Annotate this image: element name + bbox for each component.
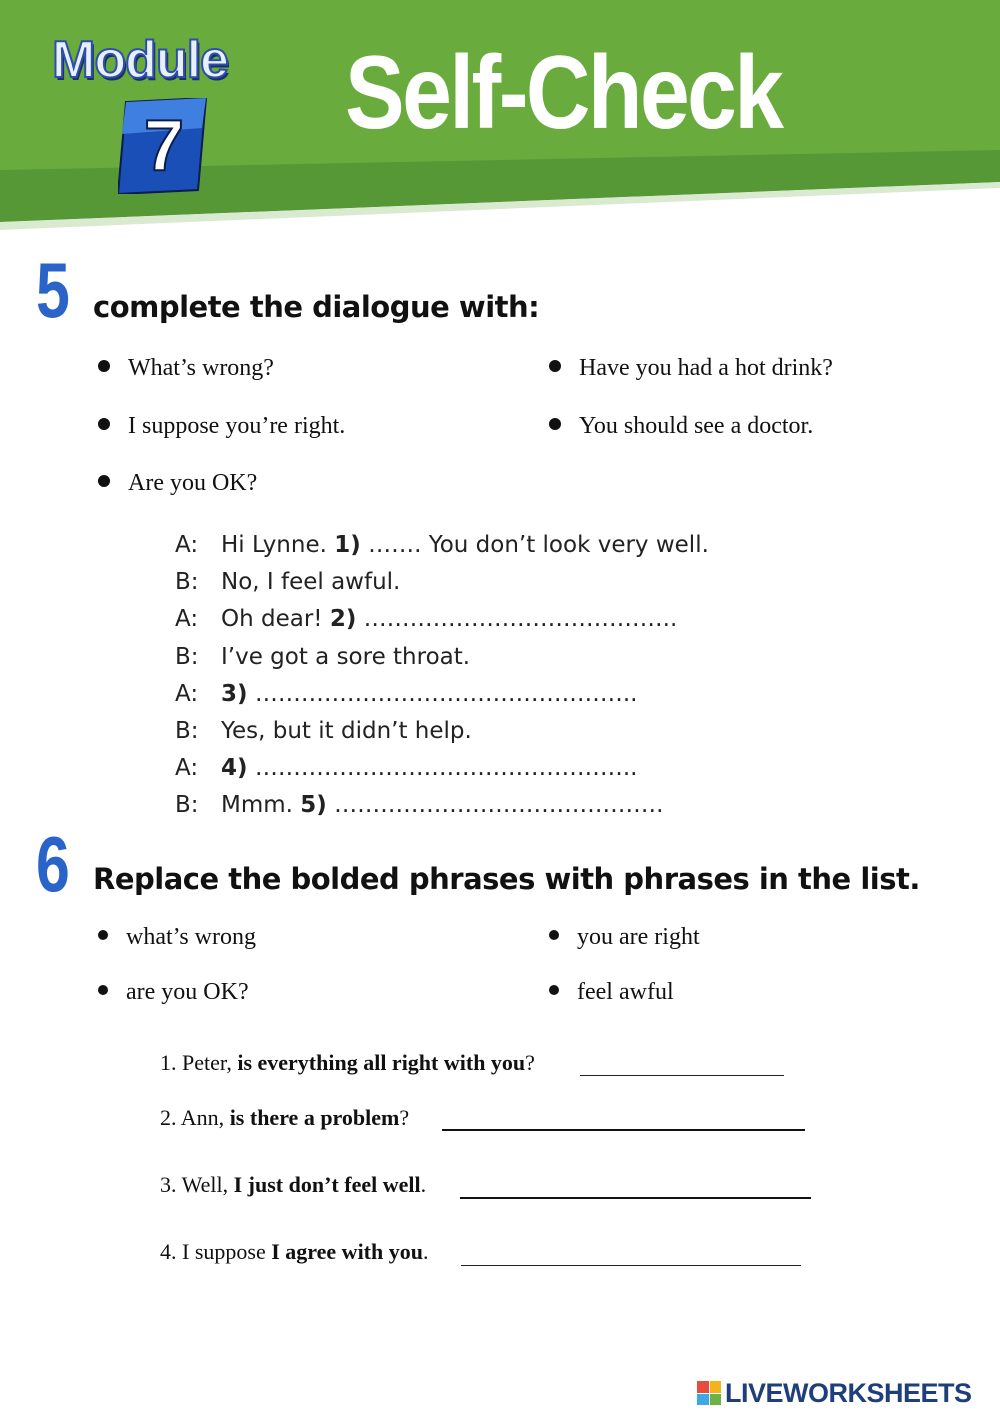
bullet-icon bbox=[549, 985, 559, 995]
answer-blank[interactable]: ……………………………………. bbox=[326, 792, 664, 819]
logo-icon bbox=[697, 1381, 721, 1405]
section-6-number: 6 bbox=[36, 820, 70, 908]
bullet-icon bbox=[98, 985, 108, 995]
bullet-icon bbox=[549, 418, 561, 430]
dialogue bbox=[175, 527, 709, 825]
bullet-icon bbox=[549, 930, 559, 940]
dialogue-line: B: Mmm. 5) ……………………………………. bbox=[175, 792, 664, 819]
option-item: feel awful bbox=[549, 977, 674, 1007]
answer-input-3[interactable] bbox=[460, 1197, 811, 1199]
answer-blank[interactable]: ……. You don’t look very well. bbox=[360, 532, 709, 558]
header-banner bbox=[0, 0, 1000, 230]
section-5-title: complete the dialogue with: bbox=[93, 290, 540, 324]
dialogue-line: A: Oh dear! 2) ………………………………….. bbox=[175, 606, 678, 633]
bullet-icon bbox=[98, 418, 110, 430]
dialogue-line: B: No, I feel awful. bbox=[175, 569, 401, 596]
option-item: I suppose you’re right. bbox=[98, 411, 345, 441]
module-number: 7 bbox=[143, 106, 185, 186]
bullet-icon bbox=[98, 930, 108, 940]
dialogue-line: A: 4) ………………………………………….. bbox=[175, 755, 638, 782]
option-item: Have you had a hot drink? bbox=[549, 353, 833, 383]
option-item: what’s wrong bbox=[98, 922, 256, 952]
question-4: 4. I suppose I agree with you. bbox=[160, 1239, 429, 1264]
section-6-title: Replace the bolded phrases with phrases in the list. bbox=[93, 862, 920, 896]
bullet-icon bbox=[98, 475, 110, 487]
section-5-number: 5 bbox=[36, 246, 70, 334]
liveworksheets-logo[interactable]: LIVEWORKSHEETS bbox=[697, 1378, 972, 1408]
dialogue-line: B: Yes, but it didn’t help. bbox=[175, 717, 472, 744]
option-item: What’s wrong? bbox=[98, 353, 274, 383]
answer-input-1[interactable] bbox=[580, 1075, 784, 1076]
option-item: You should see a doctor. bbox=[549, 411, 813, 441]
bullet-icon bbox=[549, 360, 561, 372]
question-2: 2. Ann, is there a problem? bbox=[160, 1105, 410, 1130]
bullet-icon bbox=[98, 360, 110, 372]
dialogue-line: A: Hi Lynne. 1) ……. You don’t look very well. bbox=[175, 532, 709, 558]
answer-blank[interactable]: ………………………………………….. bbox=[247, 755, 638, 782]
dialogue-line: B: I’ve got a sore throat. bbox=[175, 643, 471, 670]
module-label: Module bbox=[52, 31, 228, 89]
module-number-badge bbox=[118, 98, 210, 194]
option-item: Are you OK? bbox=[98, 468, 257, 498]
answer-input-4[interactable] bbox=[461, 1265, 801, 1266]
page-title: Self-Check bbox=[345, 35, 782, 151]
option-item: you are right bbox=[549, 922, 700, 952]
question-3: 3. Well, I just don’t feel well. bbox=[160, 1172, 427, 1197]
answer-blank[interactable]: ………………………………….. bbox=[356, 606, 678, 633]
option-item: are you OK? bbox=[98, 977, 249, 1007]
answer-input-2[interactable] bbox=[442, 1129, 805, 1131]
answer-blank[interactable]: ………………………………………….. bbox=[247, 680, 638, 707]
question-1: 1. Peter, is everything all right with you? bbox=[160, 1050, 535, 1075]
dialogue-line: A: 3) ………………………………………….. bbox=[175, 680, 638, 707]
